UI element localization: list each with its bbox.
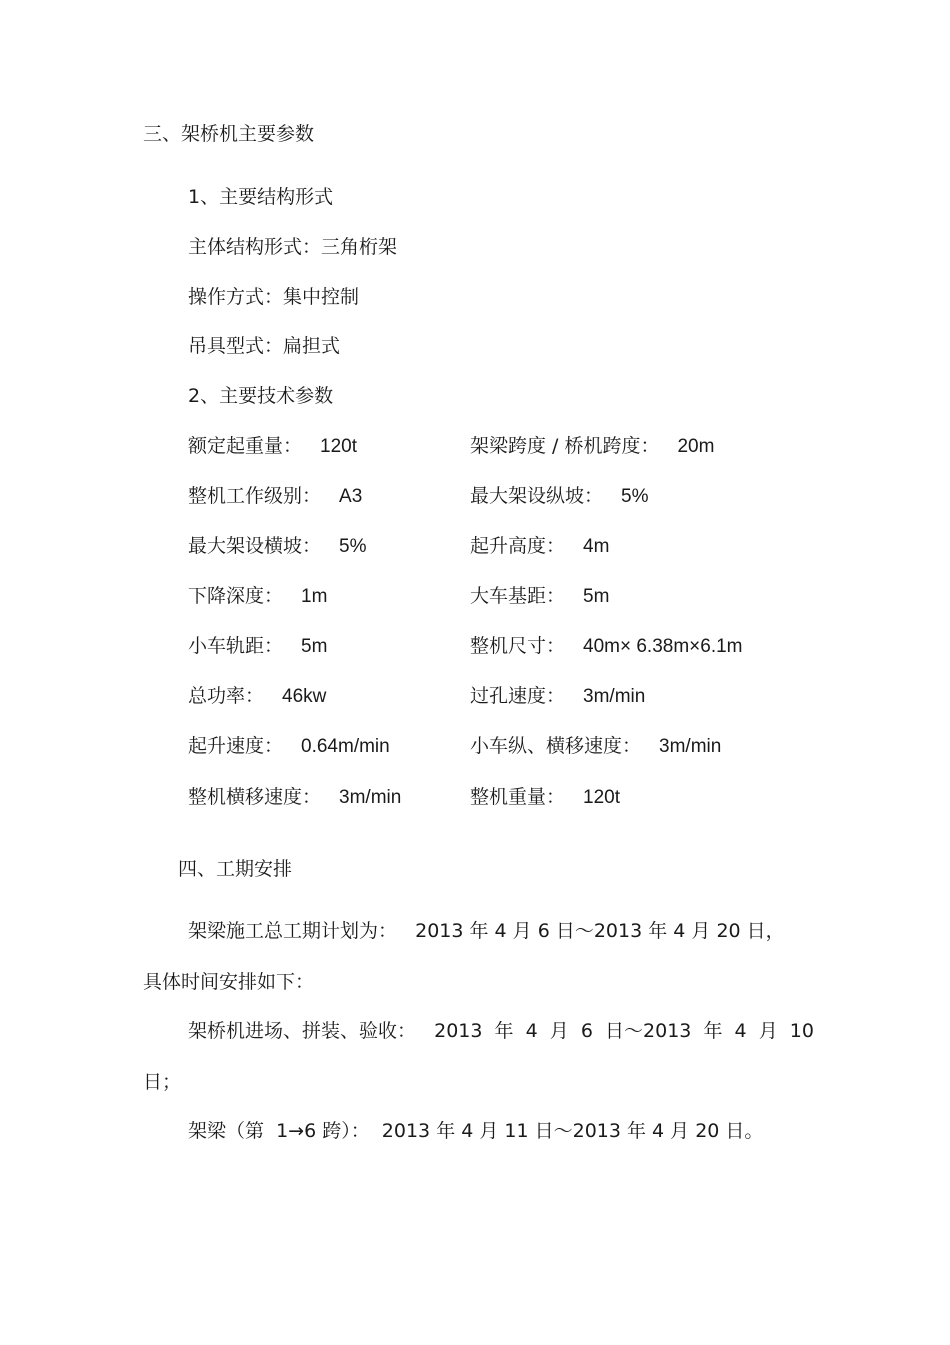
param-value: 20m: [677, 436, 715, 457]
param-left: [188, 784, 401, 811]
param-value: 0.64m/min: [301, 736, 390, 757]
param-label: 最大架设纵坡：: [470, 485, 604, 507]
param-value: 5m: [301, 636, 328, 657]
param-label: 架梁跨度 / 桥机跨度：: [470, 435, 660, 457]
param-label: 起升速度：: [188, 735, 284, 757]
param-right: [470, 784, 620, 811]
sub2-title: 2、主要技术参数: [188, 385, 334, 407]
param-left: [188, 633, 327, 660]
param-label: 整机工作级别：: [188, 485, 322, 507]
param-left: [188, 533, 366, 560]
param-value: 120t: [320, 436, 357, 457]
param-value: 120t: [583, 787, 620, 808]
param-label: 起升高度：: [470, 535, 566, 557]
param-left: [188, 583, 327, 610]
param-right: [470, 633, 743, 660]
schedule-erection: 架梁（第 1→6 跨）： 2013 年 4 月 11 日～2013 年 4 月 20 日。: [188, 1120, 764, 1142]
param-value: 1m: [301, 586, 328, 607]
section3-heading: 三、架桥机主要参数: [143, 123, 315, 145]
param-right: [470, 483, 648, 510]
param-label: 总功率：: [188, 685, 265, 707]
param-label: 下降深度：: [188, 585, 284, 607]
param-label: 整机尺寸：: [470, 635, 566, 657]
section4-heading: 四、工期安排: [178, 858, 293, 880]
param-label: 小车轨距：: [188, 635, 284, 657]
param-label: 大车基距：: [470, 585, 566, 607]
schedule-total-line2: 具体时间安排如下：: [143, 971, 315, 993]
param-value: 40m× 6.38m×6.1m: [583, 636, 743, 657]
param-value: A3: [339, 486, 363, 507]
param-label: 整机重量：: [470, 786, 566, 808]
param-value: 3m/min: [583, 686, 646, 707]
param-left: [188, 483, 362, 510]
param-left: [188, 733, 390, 760]
param-label: 最大架设横坡：: [188, 535, 322, 557]
operation-mode: 操作方式：集中控制: [188, 286, 360, 308]
schedule-total-line1: 架梁施工总工期计划为： 2013 年 4 月 6 日～2013 年 4 月 20 日，: [188, 920, 785, 942]
param-label: 过孔速度：: [470, 685, 566, 707]
sub1-title: 1、主要结构形式: [188, 186, 334, 208]
structure-type: 主体结构形式：三角桁架: [188, 236, 398, 258]
param-left: [188, 683, 326, 710]
param-value: 5%: [339, 536, 367, 557]
param-value: 5%: [621, 486, 649, 507]
param-right: [470, 683, 645, 710]
param-right: [470, 433, 714, 460]
spreader-type: 吊具型式：扁担式: [188, 335, 341, 357]
param-label: 额定起重量：: [188, 435, 303, 457]
param-right: [470, 733, 721, 760]
param-value: 5m: [583, 586, 610, 607]
param-value: 4m: [583, 536, 610, 557]
param-label: 整机横移速度：: [188, 786, 322, 808]
param-right: [470, 533, 609, 560]
schedule-assembly-line2: 日；: [143, 1071, 182, 1093]
param-value: 3m/min: [339, 787, 402, 808]
param-label: 小车纵、横移速度：: [470, 735, 642, 757]
param-left: [188, 433, 357, 460]
schedule-assembly-line1: 架桥机进场、拼装、验收： 2013 年 4 月 6 日～2013 年 4 月 10: [188, 1020, 814, 1042]
param-value: 46kw: [282, 686, 327, 707]
param-value: 3m/min: [659, 736, 722, 757]
param-right: [470, 583, 609, 610]
